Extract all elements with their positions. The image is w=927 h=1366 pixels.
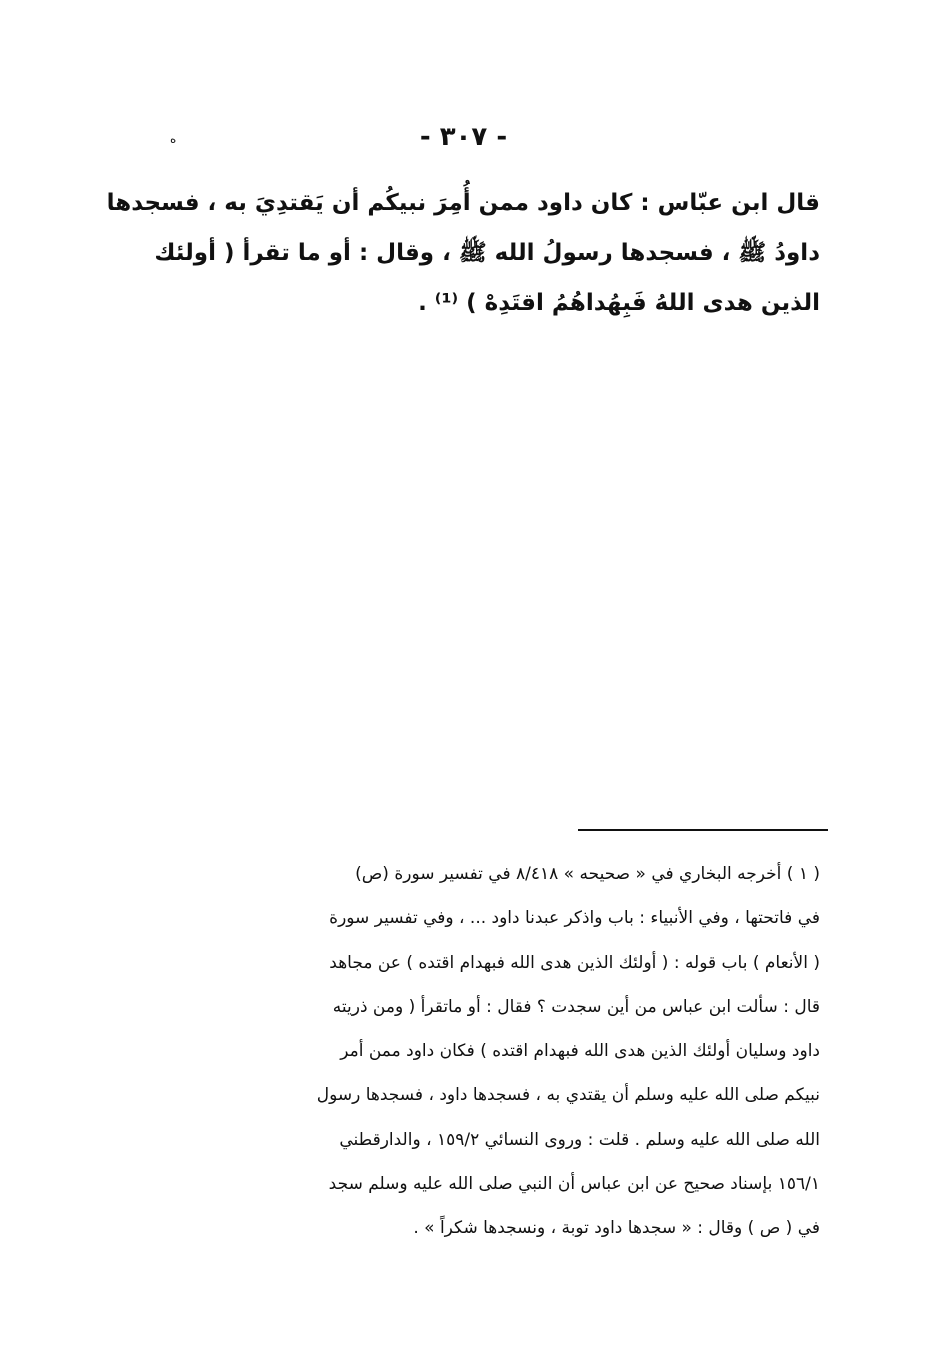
footnote-line: داود وسليان أولئك الذين هدى الله فبهدام اقتده ) فكان داود ممن أمر [340,1041,820,1062]
footnote-line: قال : سألت ابن عباس من أين سجدت ؟ فقال : أو ماتقرأ ( ومن ذريته [332,996,820,1017]
footnote-line: الله صلى الله عليه وسلم . قلت : وروى النسائي ١٥٩/٢ ، والدارقطني [339,1129,820,1150]
page-number: - ٣٠٧ - [419,122,508,152]
footnote-line: ١٥٦/١ بإسناد صحيح عن ابن عباس أن النبي صلى الله عليه وسلم سجد [328,1174,820,1195]
footnote-line: في فاتحتها ، وفي الأنبياء : باب واذكر عبدنا داود ... ، وفي تفسير سورة [329,908,820,929]
body-line: قال ابن عبّاس : كان داود ممن أُمِرَ نبيكُم أن يَقتدِيَ به ، فسجدها [106,190,820,216]
body-line: داودُ ﷺ ، فسجدها رسولُ الله ﷺ ، وقال : أو ما تقرأ ( أولئك [154,240,820,266]
footnote-line: ( ١ ) أخرجه البخاري في « صحيحه » ٨/٤١٨ في تفسير سورة (ص) [355,864,820,884]
body-line: الذين هدى اللهُ فَبِهُداهُمُ اقتَدِهْ ) ⁽¹⁾ . [418,290,820,316]
footnote [168,852,820,1251]
main-text [106,178,820,328]
margin-mark: ه [170,132,177,146]
footnote-line: في ( ص ) وقال : « سجدها داود توبة ، ونسجدها شكراً » . [413,1218,820,1239]
footnote-line: نبيكم صلى الله عليه وسلم أن يقتدي به ، فسجدها داود ، فسجدها رسول [316,1085,820,1106]
footnote-separator [578,829,828,831]
footnote-line: ( الأنعام ) باب قوله : ( أولئك الذين هدى الله فبهدام اقتده ) عن مجاهد [329,952,820,973]
